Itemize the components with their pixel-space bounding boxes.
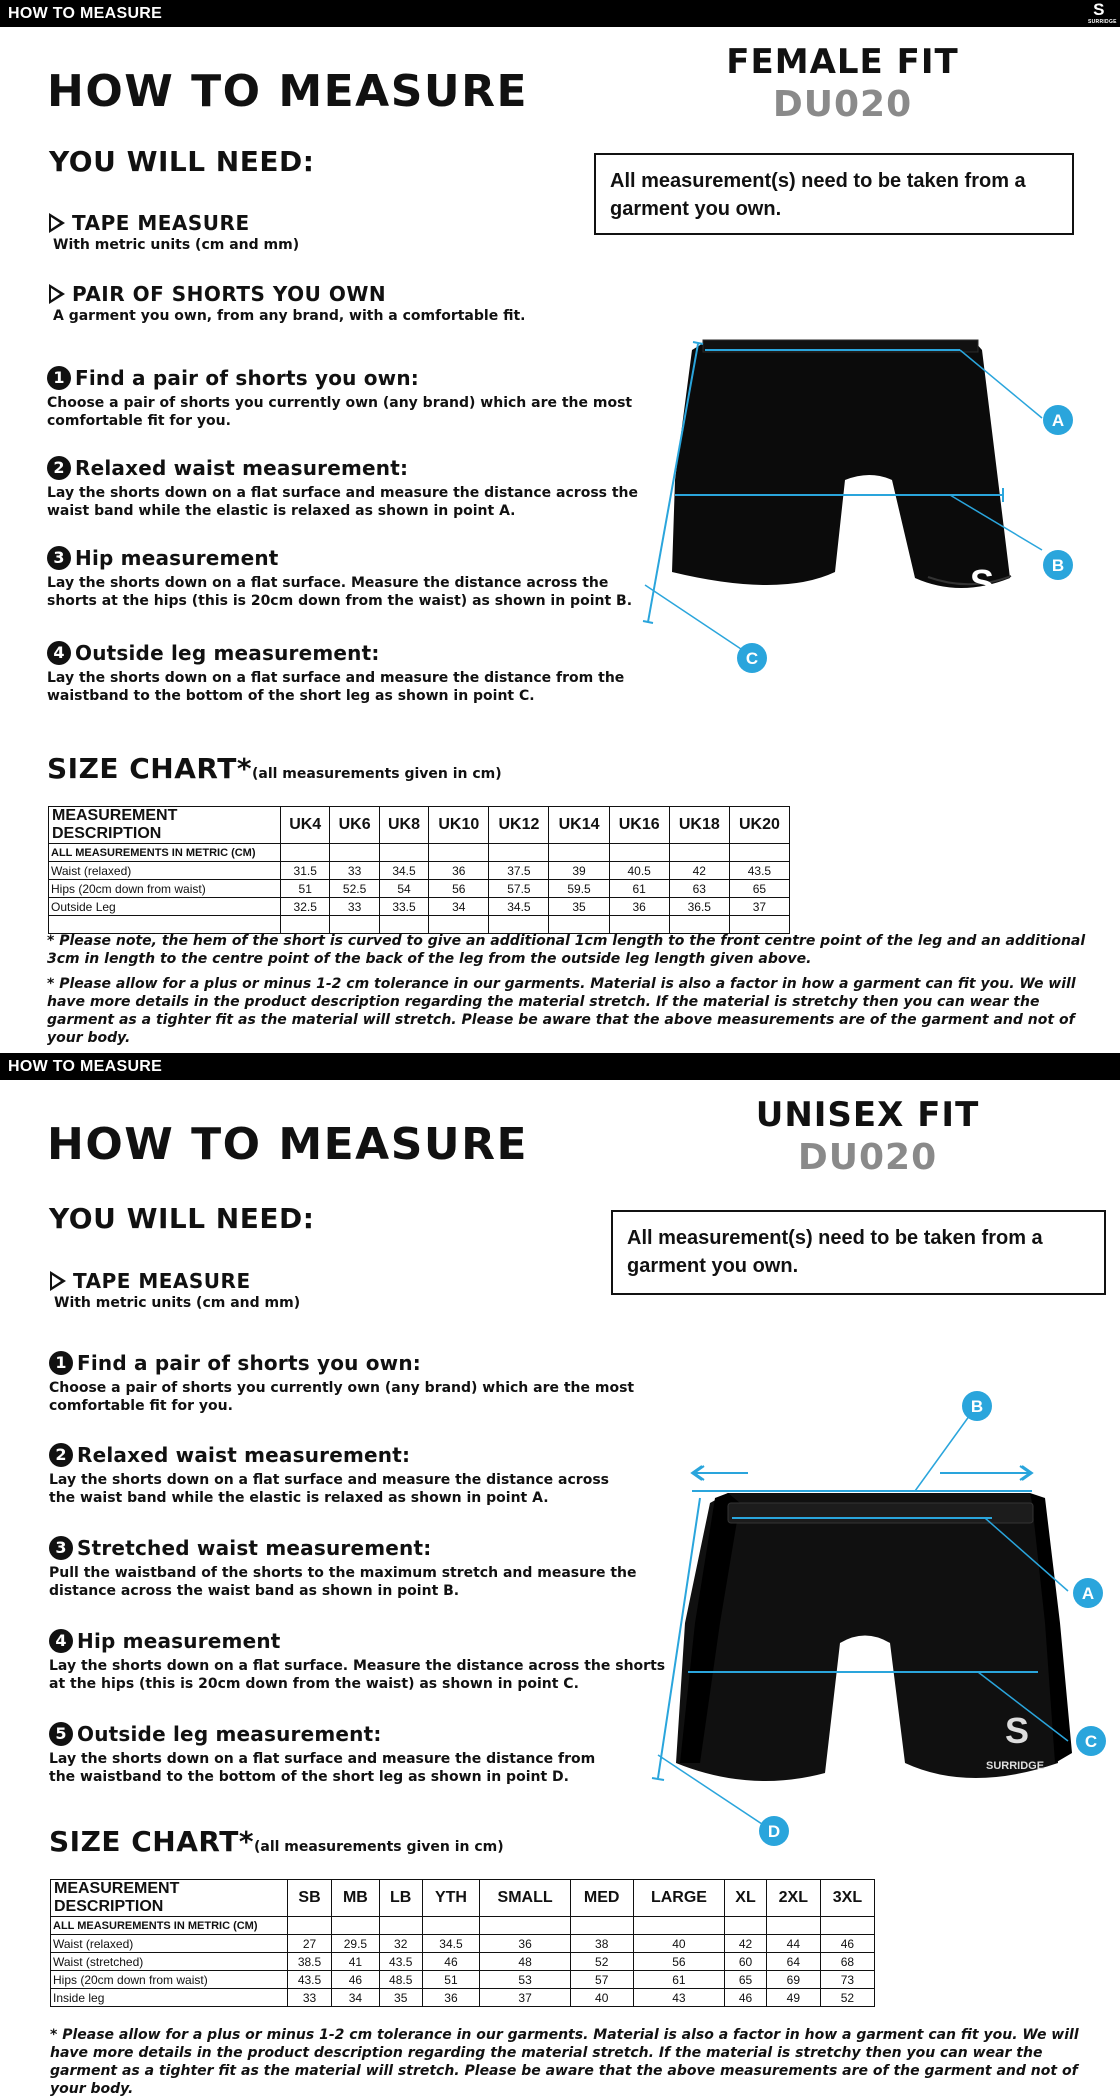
size-chart-title: SIZE CHART*(all measurements given in cm) — [47, 752, 502, 785]
table-row: Inside leg 33 34 35 36 37 40 43 46 49 52 — [51, 1989, 875, 2007]
table-row: Waist (relaxed) 31.5 33 34.5 36 37.5 39 40.5 42 43.5 — [49, 862, 790, 880]
size-chart-subtitle: (all measurements given in cm) — [253, 1839, 504, 1855]
step-number: 3 — [49, 1536, 73, 1560]
step-2: 2 Relaxed waist measurement: Lay the shorts down on a flat surface and measure the distance across the waist band while the elastic is relaxed as shown in point A. — [49, 1443, 609, 1506]
fit-code: DU020 — [772, 84, 913, 125]
female-size-table — [48, 806, 790, 934]
measurement-note: All measurement(s) need to be taken from a garment you own. — [594, 153, 1074, 235]
you-will-need-heading: YOU WILL NEED: — [49, 1202, 315, 1235]
logo-s-icon: S — [1005, 1710, 1030, 1751]
step-number: 1 — [47, 366, 71, 390]
need-item-tape: TAPE MEASURE With metric units (cm and mm) — [49, 211, 299, 253]
step-4: 4 Outside leg measurement: Lay the shorts down on a flat surface and measure the distance from the waistband to the bottom of the short leg as shown in point C. — [47, 641, 625, 704]
table-row-empty — [49, 916, 790, 934]
table-header-row: MEASUREMENT DESCRIPTION UK4 UK6 UK8 UK10 UK12 UK14 UK16 UK18 UK20 — [49, 807, 790, 844]
play-triangle-icon — [49, 213, 65, 233]
need-item-tape: TAPE MEASURE With metric units (cm and mm) — [50, 1269, 300, 1311]
step-number: 4 — [49, 1629, 73, 1653]
size-chart-title: SIZE CHART*(all measurements given in cm) — [49, 1825, 504, 1858]
step-3: 3 Stretched waist measurement: Pull the waistband of the shorts to the maximum stretch and measure the distance across the waist band as shown in point B. — [49, 1536, 637, 1599]
fit-code: DU020 — [797, 1137, 938, 1178]
play-triangle-icon — [50, 1271, 66, 1291]
point-a-label: A — [1051, 411, 1065, 430]
point-d-label: D — [767, 1822, 781, 1841]
table-subheader-row: ALL MEASUREMENTS IN METRIC (CM) — [49, 844, 790, 862]
fit-title: UNISEX FIT — [755, 1095, 980, 1135]
unisex-content — [0, 1053, 1120, 2099]
shorts-diagram — [640, 1323, 1110, 1853]
need-item-shorts: PAIR OF SHORTS YOU OWN A garment you own, from any brand, with a comfortable fit. — [49, 282, 525, 324]
shorts-body — [672, 342, 1010, 588]
step-number: 4 — [47, 641, 71, 665]
surridge-logo: S SURRIDGE — [1088, 0, 1117, 25]
step-5: 5 Outside leg measurement: Lay the shorts down on a flat surface and measure the distance from the waistband to the bottom of the short leg as shown in point D. — [49, 1722, 596, 1785]
play-triangle-icon — [49, 284, 65, 304]
point-a-label: A — [1081, 1584, 1095, 1603]
footnote-tolerance: * Please allow for a plus or minus 1-2 cm tolerance in our garments. Material is also a factor in how a garment can fit you. We will have more details in the product description regarding the material stretch. If the material is stretchy then you can wear the garment as a tighter fit as the material will stretch. Please be aware that the above measurements are of the garment and not of your body. — [47, 976, 1076, 1046]
step-number: 2 — [49, 1443, 73, 1467]
logo-s-icon: S — [970, 562, 995, 603]
table-header-row: MEASUREMENT DESCRIPTION SB MB LB YTH SMALL MED LARGE XL 2XL 3XL — [51, 1880, 875, 1917]
table-row: Hips (20cm down from waist) 51 52.5 54 56 57.5 59.5 61 63 65 — [49, 880, 790, 898]
table-row: Waist (stretched) 38.5 41 43.5 46 48 52 56 60 64 68 — [51, 1953, 875, 1971]
point-c-label: C — [745, 649, 759, 668]
bar-label: HOW TO MEASURE — [8, 1058, 163, 1075]
point-b-label: B — [970, 1397, 984, 1416]
step-2: 2 Relaxed waist measurement: Lay the shorts down on a flat surface and measure the distance across the waist band while the elastic is relaxed as shown in point A. — [47, 456, 639, 519]
bar-label: HOW TO MEASURE — [8, 5, 163, 22]
fit-title: FEMALE FIT — [726, 42, 959, 82]
step-number: 3 — [47, 546, 71, 570]
table-subheader-row: ALL MEASUREMENTS IN METRIC (CM) — [51, 1917, 875, 1935]
point-c-label: C — [1084, 1732, 1098, 1751]
step-number: 5 — [49, 1722, 73, 1746]
step-1: 1 Find a pair of shorts you own: Choose a pair of shorts you currently own (any brand) which are the most comfortable fit for you. — [47, 366, 633, 429]
point-b-label: B — [1051, 556, 1065, 575]
measurement-note: All measurement(s) need to be taken from a garment you own. — [611, 1210, 1106, 1295]
shorts-diagram — [630, 330, 1100, 680]
brand-logo-text: SURRIDGE — [986, 1760, 1045, 1772]
step-4: 4 Hip measurement Lay the shorts down on a flat surface. Measure the distance across the shorts at the hips (this is 20cm down from the waist) as shown in point C. — [49, 1629, 666, 1692]
unisex-size-table — [50, 1879, 875, 2007]
table-row: Outside Leg 32.5 33 33.5 34 34.5 35 36 36.5 37 — [49, 898, 790, 916]
size-chart-subtitle: (all measurements given in cm) — [251, 766, 502, 782]
footnote-tolerance: * Please allow for a plus or minus 1-2 cm tolerance in our garments. Material is also a factor in how a garment can fit you. We will have more details in the product description regarding the material stretch. If the material is stretchy then you can wear the garment as a tighter fit as the material will stretch. Please be aware that the above measurements are of the garment and not of your body. — [50, 2027, 1079, 2097]
step-number: 2 — [47, 456, 71, 480]
table-row: Waist (relaxed) 27 29.5 32 34.5 36 38 40 42 44 46 — [51, 1935, 875, 1953]
step-number: 1 — [49, 1351, 73, 1375]
page-heading: HOW TO MEASURE — [47, 1119, 529, 1170]
you-will-need-heading: YOU WILL NEED: — [49, 145, 315, 178]
step-1: 1 Find a pair of shorts you own: Choose a pair of shorts you currently own (any brand) which are the most comfortable fit for you. — [49, 1351, 635, 1414]
footnote-hem: * Please note, the hem of the short is curved to give an additional 1cm length to the front centre point of the leg and an additional 3cm in length to the centre point of the back of the leg from the outside leg length given above. — [47, 933, 1086, 967]
page-heading: HOW TO MEASURE — [47, 66, 529, 117]
table-row: Hips (20cm down from waist) 43.5 46 48.5 51 53 57 61 65 69 73 — [51, 1971, 875, 1989]
step-3: 3 Hip measurement Lay the shorts down on a flat surface. Measure the distance across the shorts at the hips (this is 20cm down from the waist) as shown in point B. — [47, 546, 633, 609]
